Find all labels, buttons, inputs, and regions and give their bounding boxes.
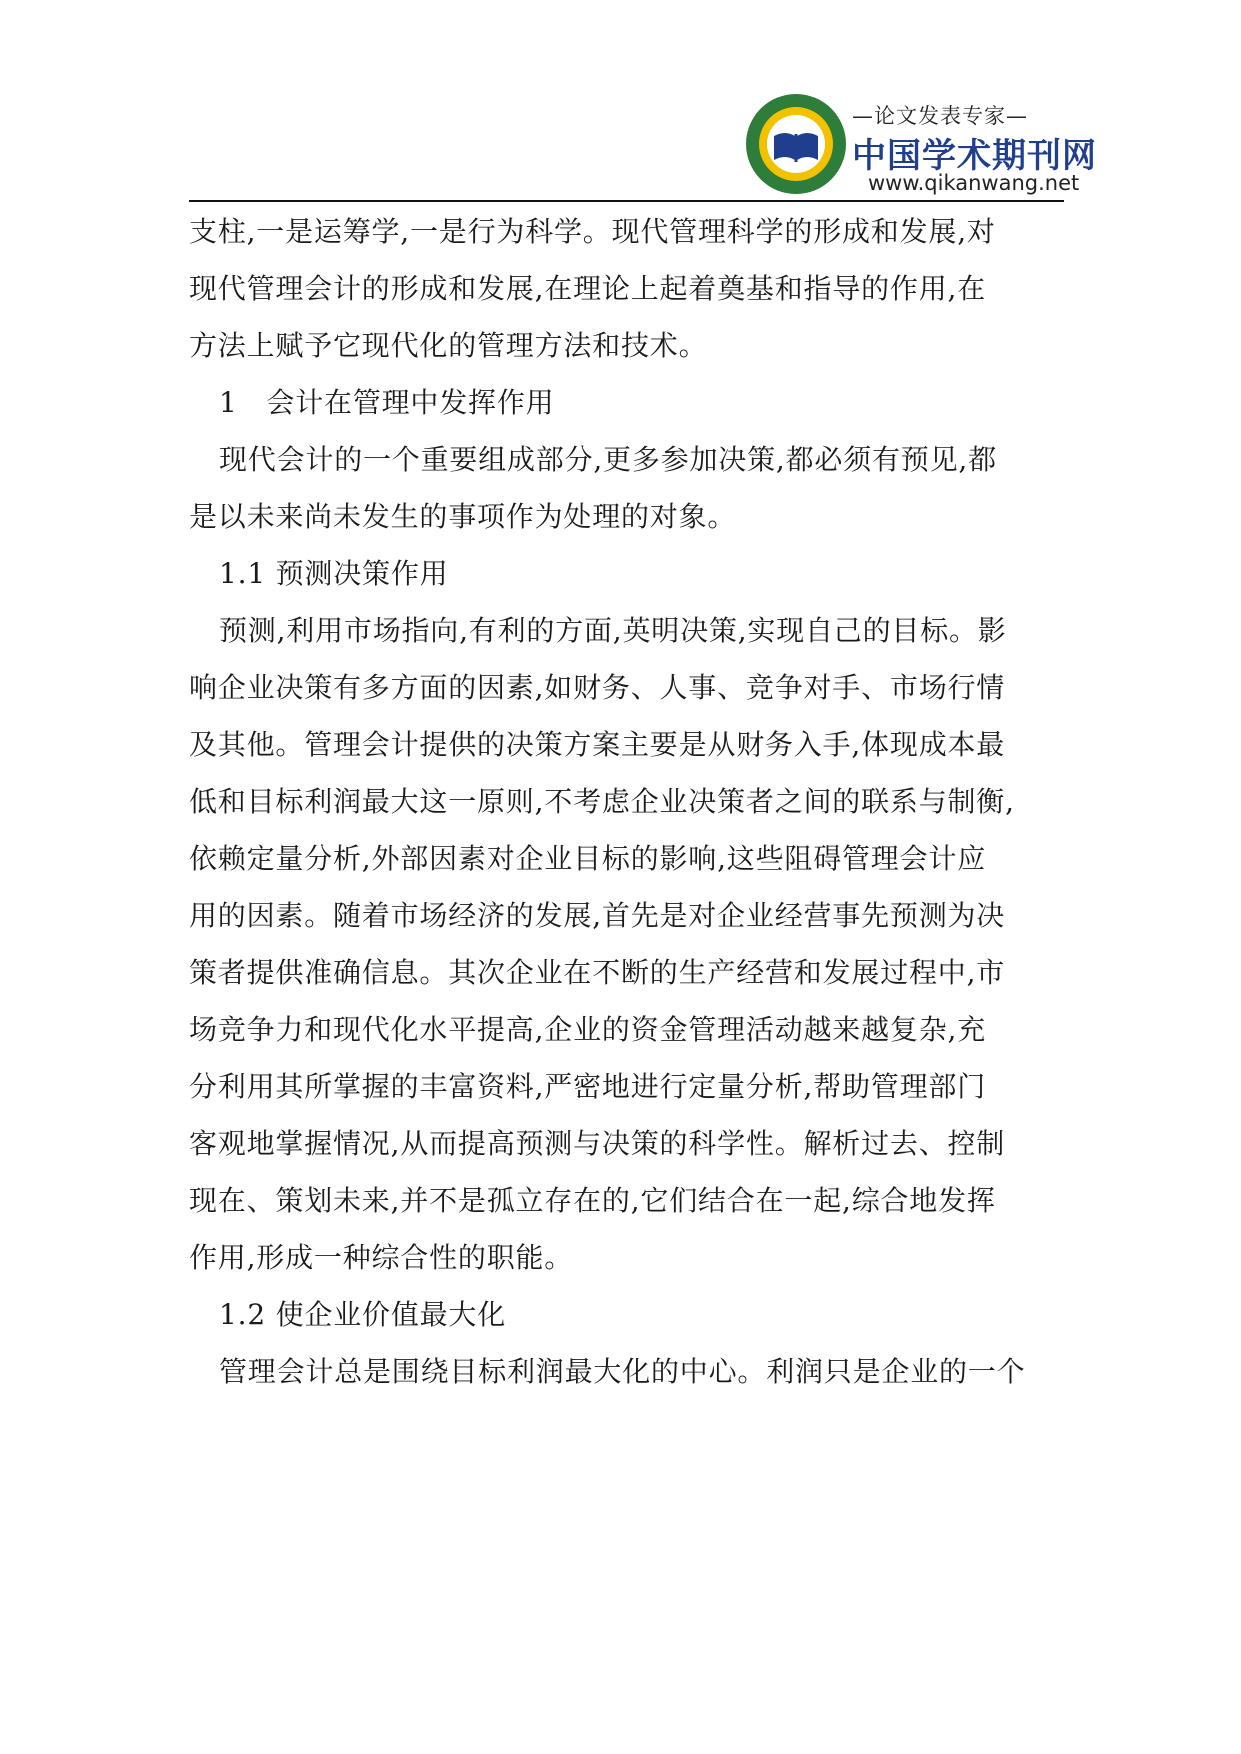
text-line: 作用,形成一种综合性的职能。 bbox=[189, 1241, 574, 1274]
text-line: 现代会计的一个重要组成部分,更多参加决策,都必须有预见,都 bbox=[219, 443, 997, 476]
text-line: 策者提供准确信息。其次企业在不断的生产经营和发展过程中,市 bbox=[189, 956, 1006, 989]
text-line: 预测,利用市场指向,有利的方面,英明决策,实现自己的目标。影 bbox=[219, 614, 1007, 647]
text-line: 支柱,一是运筹学,一是行为科学。现代管理科学的形成和发展,对 bbox=[189, 215, 996, 248]
section-heading: 1 会计在管理中发挥作用 bbox=[219, 386, 555, 419]
text-line: 低和目标利润最大这一原则,不考虑企业决策者之间的联系与制衡, bbox=[189, 785, 1015, 818]
brand-name: 中国学术期刊网 bbox=[852, 136, 1097, 176]
text-line: 响企业决策有多方面的因素,如财务、人事、竞争对手、市场行情 bbox=[189, 671, 1006, 704]
text-line: 客观地掌握情况,从而提高预测与决策的科学性。解析过去、控制 bbox=[189, 1127, 1006, 1160]
subsection-heading: 1.2 使企业价值最大化 bbox=[219, 1298, 507, 1331]
header-rule bbox=[189, 200, 1064, 202]
text-line: 依赖定量分析,外部因素对企业目标的影响,这些阻碍管理会计应 bbox=[189, 842, 987, 875]
text-line: 用的因素。随着市场经济的发展,首先是对企业经营事先预测为决 bbox=[189, 899, 1006, 932]
header-logo bbox=[744, 88, 1097, 198]
text-line: 场竞争力和现代化水平提高,企业的资金管理活动越来越复杂,充 bbox=[189, 1013, 987, 1046]
text-line: 及其他。管理会计提供的决策方案主要是从财务入手,体现成本最 bbox=[189, 728, 1006, 761]
text-line: 现在、策划未来,并不是孤立存在的,它们结合在一起,综合地发挥 bbox=[189, 1184, 996, 1217]
tagline: —论文发表专家— bbox=[852, 104, 1028, 128]
book-seal-icon bbox=[744, 92, 848, 196]
text-line: 方法上赋予它现代化的管理方法和技术。 bbox=[189, 329, 708, 362]
site-url: www.qikanwang.net bbox=[868, 171, 1080, 195]
text-line: 是以未来尚未发生的事项作为处理的对象。 bbox=[189, 500, 737, 533]
text-line: 现代管理会计的形成和发展,在理论上起着奠基和指导的作用,在 bbox=[189, 272, 987, 305]
text-line: 分利用其所掌握的丰富资料,严密地进行定量分析,帮助管理部门 bbox=[189, 1070, 987, 1103]
text-line: 管理会计总是围绕目标利润最大化的中心。利润只是企业的一个 bbox=[219, 1355, 1026, 1388]
subsection-heading: 1.1 预测决策作用 bbox=[219, 557, 449, 590]
